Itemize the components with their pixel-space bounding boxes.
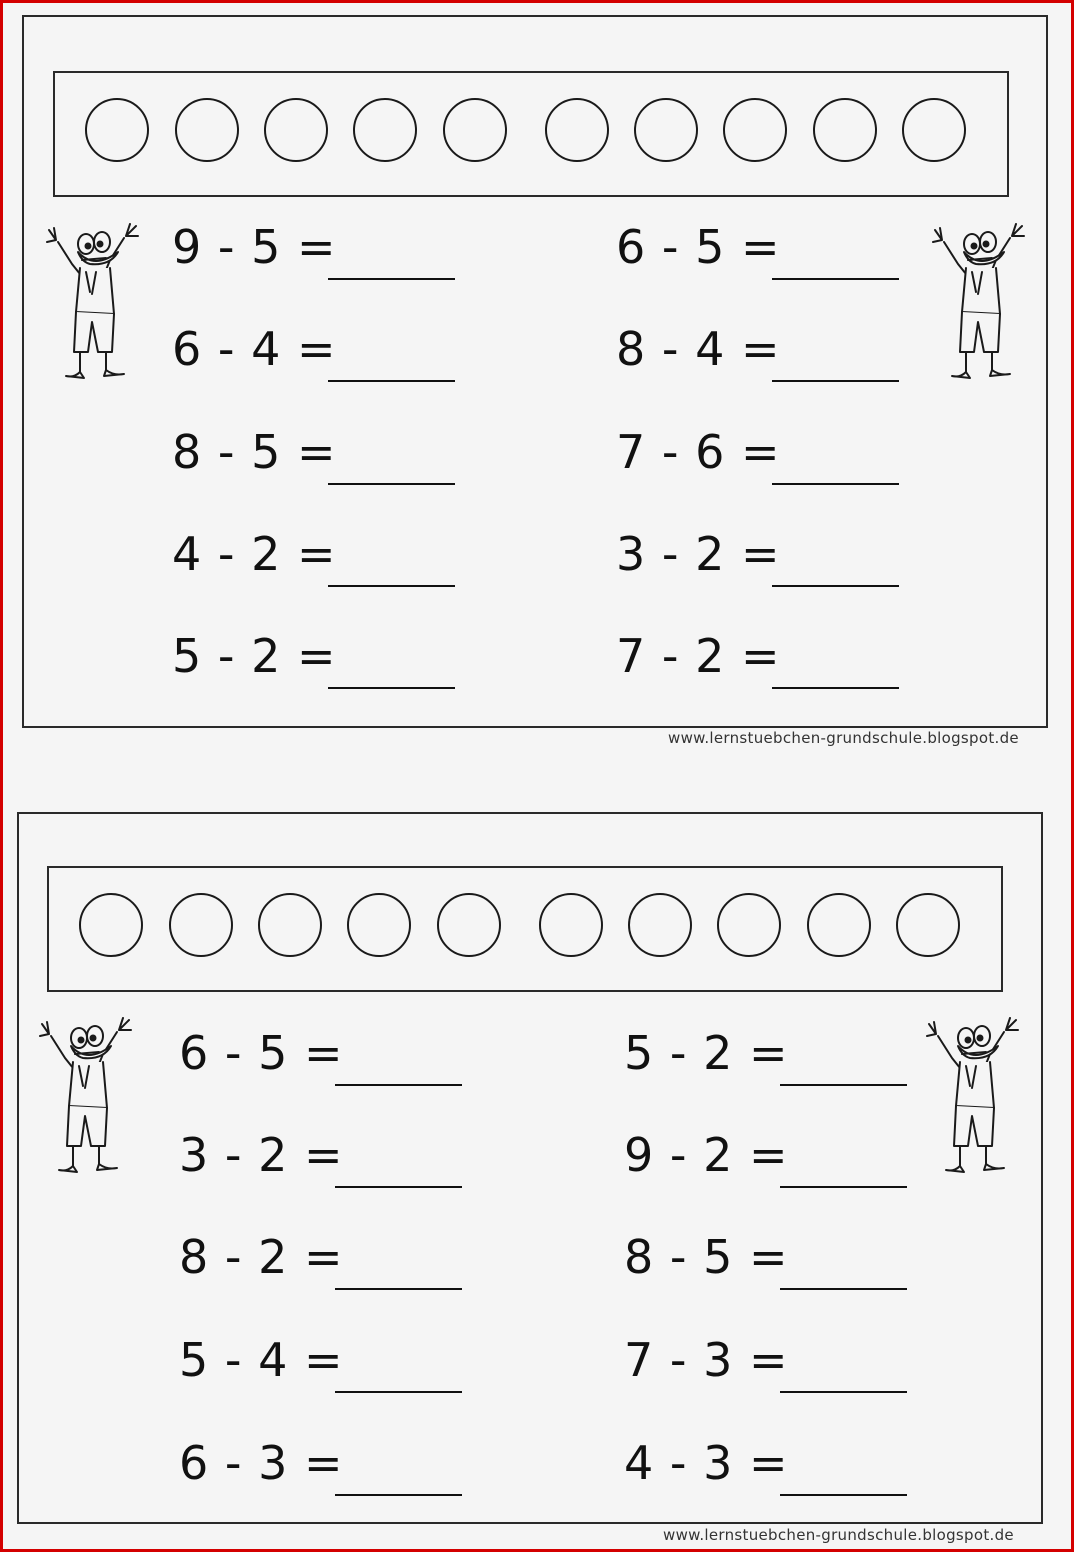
problem-expression: 3 - 2 = — [616, 527, 781, 581]
bead-circle-icon — [807, 893, 871, 957]
bead-circle-icon — [85, 98, 149, 162]
problem-row — [624, 1333, 924, 1397]
bead-circle-icon — [347, 893, 411, 957]
problem-row — [172, 527, 472, 591]
answer-line[interactable] — [328, 687, 455, 689]
bead-circle-icon — [539, 893, 603, 957]
problem-expression: 3 - 2 = — [179, 1128, 344, 1182]
problem-row — [616, 629, 916, 693]
bead-circle-icon — [175, 98, 239, 162]
problem-row — [179, 1230, 479, 1294]
problem-row — [179, 1026, 479, 1090]
problem-expression: 4 - 3 = — [624, 1436, 789, 1490]
bead-circle-icon — [723, 98, 787, 162]
problem-row — [624, 1436, 924, 1500]
problem-expression: 8 - 5 = — [624, 1230, 789, 1284]
problem-expression: 6 - 5 = — [179, 1026, 344, 1080]
footer-url: www.lernstuebchen-grundschule.blogspot.de — [668, 729, 1019, 747]
problem-row — [172, 322, 472, 386]
bead-circle-icon — [353, 98, 417, 162]
answer-line[interactable] — [772, 585, 899, 587]
problem-row — [179, 1128, 479, 1192]
answer-line[interactable] — [772, 687, 899, 689]
problem-expression: 8 - 2 = — [179, 1230, 344, 1284]
answer-line[interactable] — [780, 1494, 907, 1496]
answer-line[interactable] — [772, 380, 899, 382]
problem-row — [179, 1333, 479, 1397]
answer-line[interactable] — [772, 483, 899, 485]
answer-line[interactable] — [335, 1288, 462, 1290]
answer-line[interactable] — [328, 380, 455, 382]
problem-expression: 9 - 5 = — [172, 220, 337, 274]
answer-line[interactable] — [335, 1391, 462, 1393]
worksheet-card-2 — [17, 812, 1043, 1524]
frog-mascot-icon — [930, 222, 1030, 387]
problem-row — [616, 220, 916, 284]
bead-circle-icon — [169, 893, 233, 957]
bead-circle-icon — [545, 98, 609, 162]
footer-url: www.lernstuebchen-grundschule.blogspot.de — [663, 1526, 1014, 1544]
answer-line[interactable] — [780, 1391, 907, 1393]
problem-expression: 6 - 5 = — [616, 220, 781, 274]
problem-expression: 8 - 4 = — [616, 322, 781, 376]
problem-expression: 5 - 2 = — [624, 1026, 789, 1080]
problem-expression: 4 - 2 = — [172, 527, 337, 581]
answer-line[interactable] — [772, 278, 899, 280]
problem-row — [179, 1436, 479, 1500]
bead-circle-icon — [634, 98, 698, 162]
answer-line[interactable] — [328, 278, 455, 280]
problem-expression: 7 - 2 = — [616, 629, 781, 683]
answer-line[interactable] — [335, 1494, 462, 1496]
problem-row — [172, 425, 472, 489]
bead-circle-icon — [896, 893, 960, 957]
bead-circle-icon — [437, 893, 501, 957]
answer-line[interactable] — [335, 1084, 462, 1086]
answer-line[interactable] — [328, 483, 455, 485]
frog-mascot-icon — [37, 1016, 137, 1181]
worksheet-card-1 — [22, 15, 1048, 728]
frog-mascot-icon — [924, 1016, 1024, 1181]
bead-frame — [47, 866, 1003, 992]
answer-line[interactable] — [328, 585, 455, 587]
bead-circle-icon — [813, 98, 877, 162]
problem-expression: 7 - 6 = — [616, 425, 781, 479]
bead-circle-icon — [79, 893, 143, 957]
answer-line[interactable] — [335, 1186, 462, 1188]
answer-line[interactable] — [780, 1084, 907, 1086]
frog-mascot-icon — [44, 222, 144, 387]
answer-line[interactable] — [780, 1186, 907, 1188]
bead-circle-icon — [258, 893, 322, 957]
bead-circle-icon — [443, 98, 507, 162]
problem-expression: 5 - 2 = — [172, 629, 337, 683]
problem-expression: 6 - 4 = — [172, 322, 337, 376]
problem-row — [624, 1026, 924, 1090]
problem-row — [616, 425, 916, 489]
bead-circle-icon — [264, 98, 328, 162]
problem-expression: 6 - 3 = — [179, 1436, 344, 1490]
problem-row — [624, 1128, 924, 1192]
problem-expression: 5 - 4 = — [179, 1333, 344, 1387]
problem-row — [616, 322, 916, 386]
bead-circle-icon — [717, 893, 781, 957]
problem-expression: 7 - 3 = — [624, 1333, 789, 1387]
problem-row — [624, 1230, 924, 1294]
answer-line[interactable] — [780, 1288, 907, 1290]
problem-row — [616, 527, 916, 591]
problem-expression: 9 - 2 = — [624, 1128, 789, 1182]
bead-frame — [53, 71, 1009, 197]
bead-circle-icon — [628, 893, 692, 957]
problem-row — [172, 629, 472, 693]
bead-circle-icon — [902, 98, 966, 162]
problem-expression: 8 - 5 = — [172, 425, 337, 479]
problem-row — [172, 220, 472, 284]
